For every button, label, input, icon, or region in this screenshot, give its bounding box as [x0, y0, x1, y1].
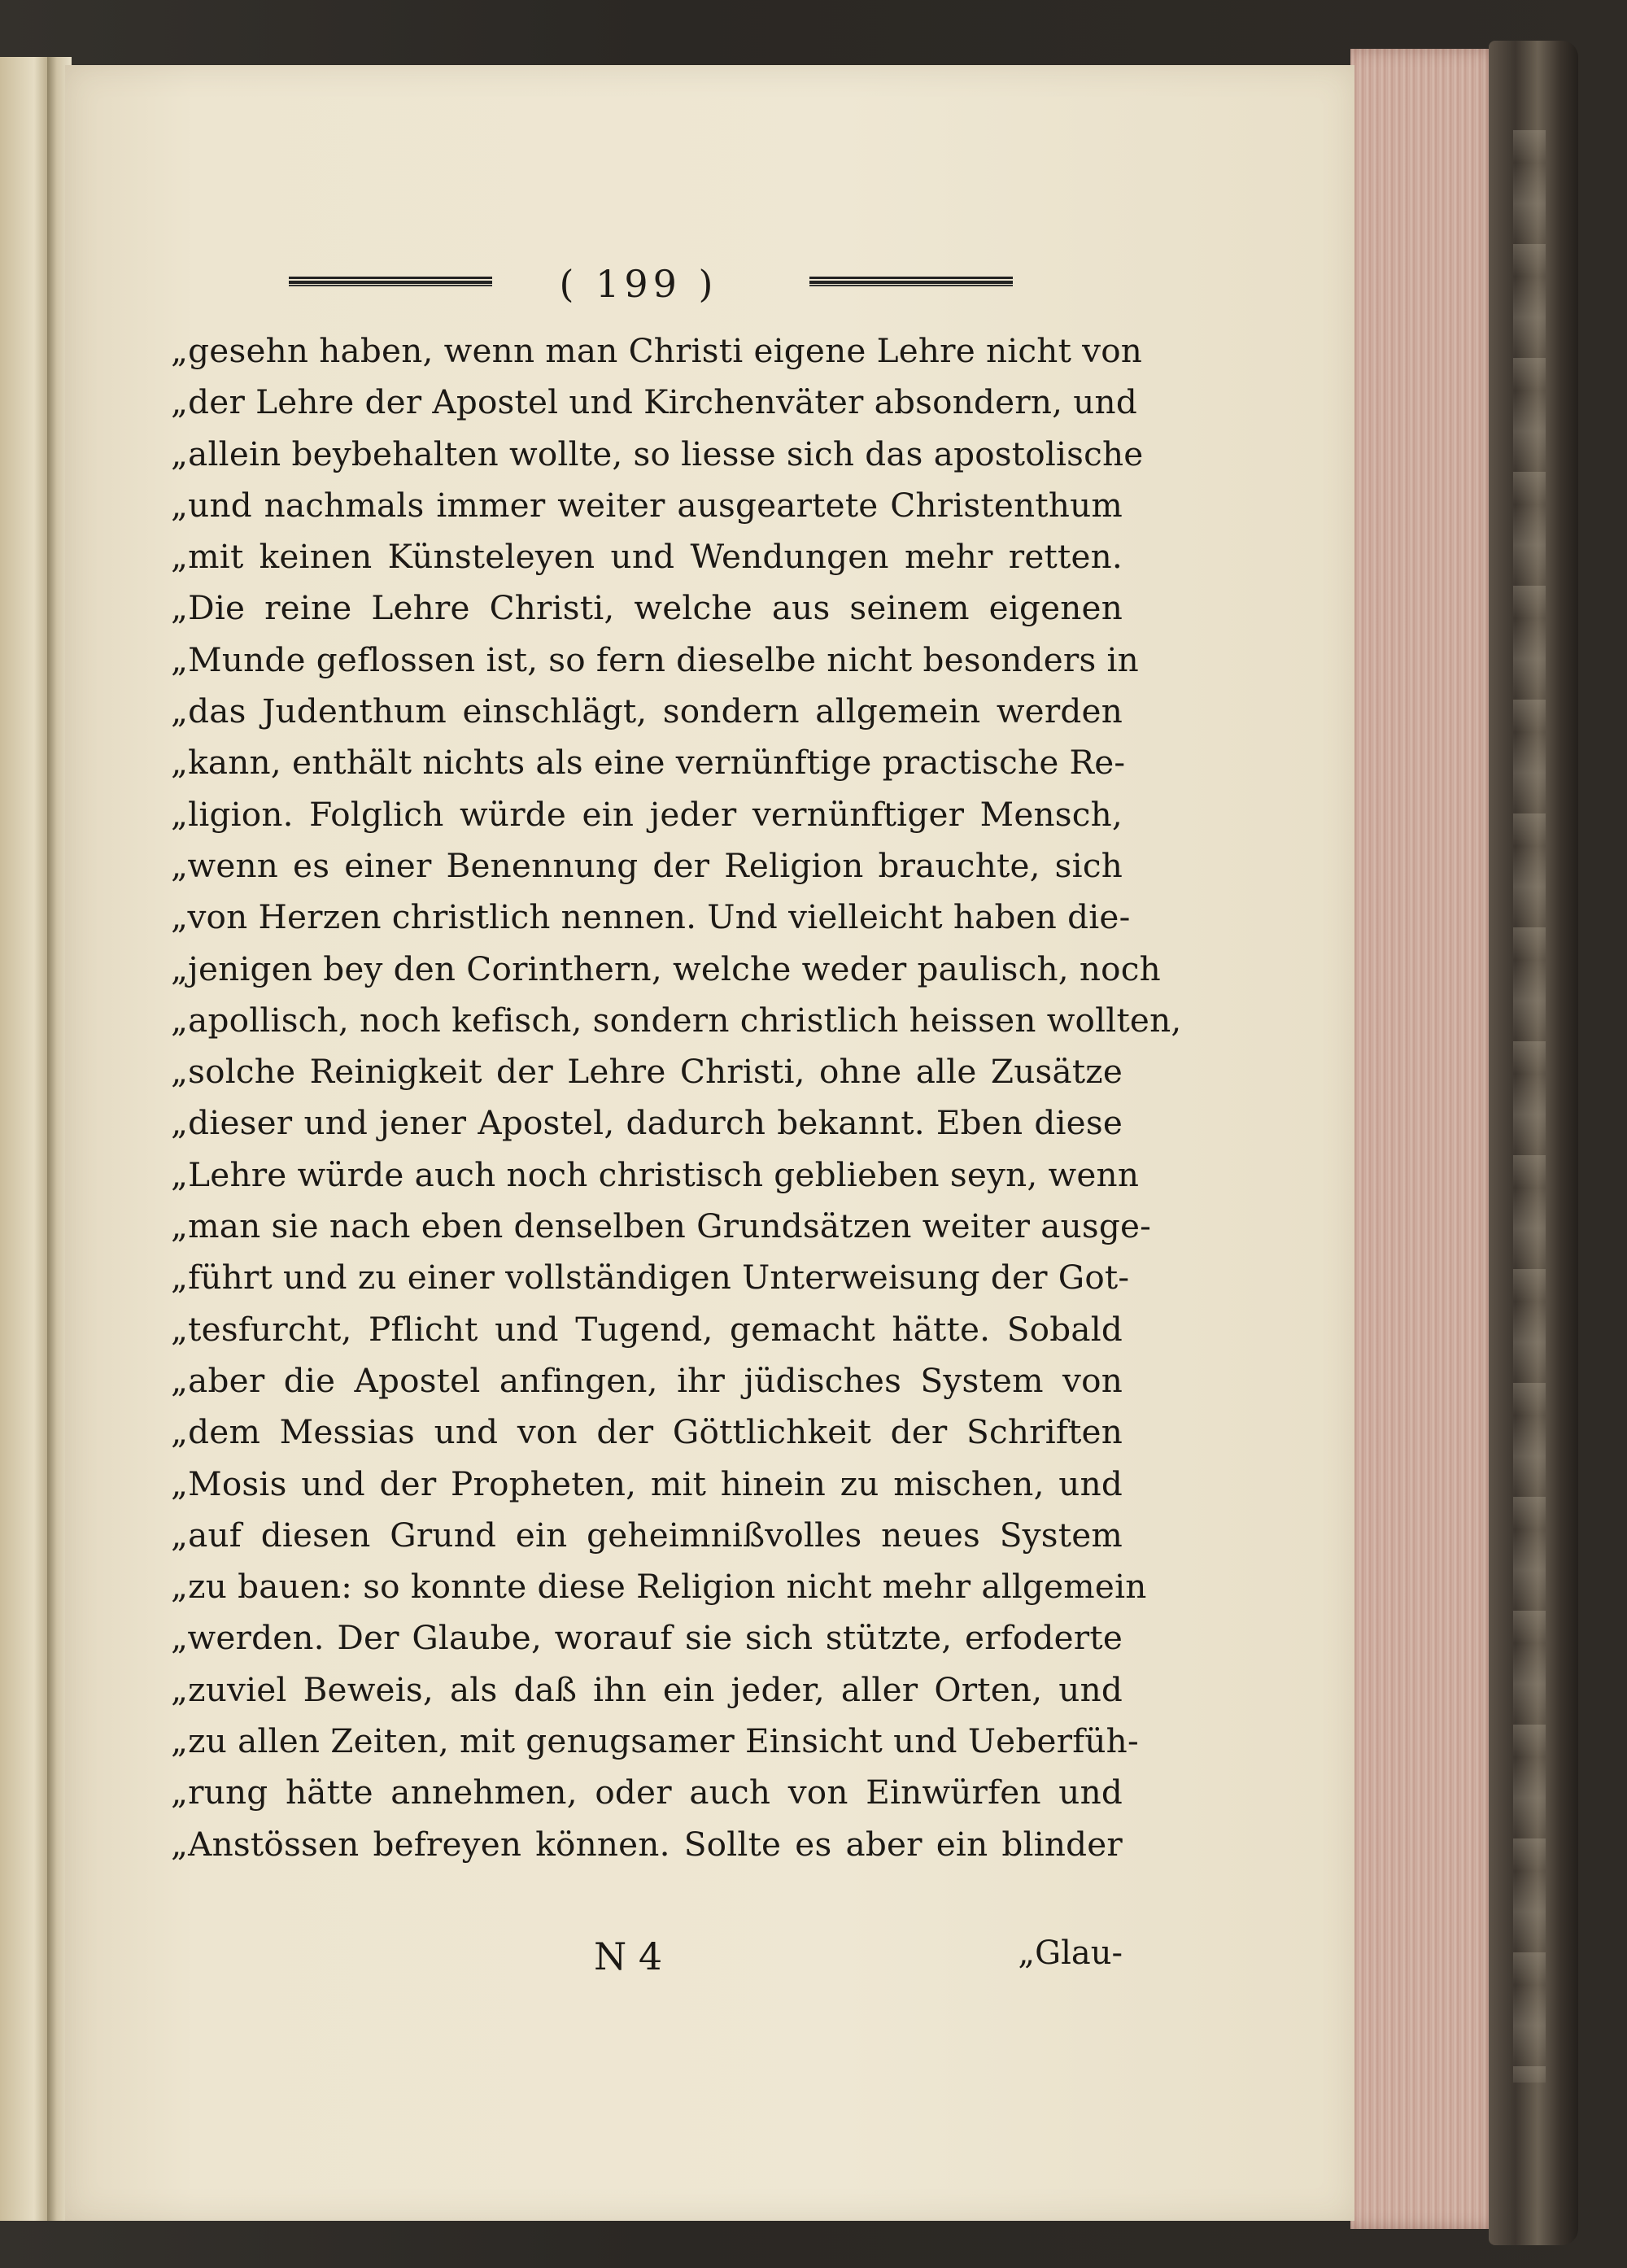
text-line: „auf diesen Grund ein geheimnißvolles neues System: [171, 1515, 1123, 1555]
text-line: „rung hätte annehmen, oder auch von Einwürfen und: [171, 1773, 1123, 1812]
text-line: „zu allen Zeiten, mit genugsamer Einsicht und Ueberfüh-: [171, 1721, 1139, 1761]
page-footer: [171, 1934, 1123, 1991]
text-line: „solche Reinigkeit der Lehre Christi, ohne alle Zusätze: [171, 1052, 1123, 1092]
text-line: „gesehn haben, wenn man Christi eigene Lehre nicht von: [171, 331, 1143, 370]
text-line: „ligion. Folglich würde ein jeder vernünftiger Mensch,: [171, 794, 1123, 834]
text-line: „der Lehre der Apostel und Kirchenväter absondern, und: [171, 382, 1137, 422]
text-line: „jenigen bey den Corinthern, welche weder paulisch, noch: [171, 949, 1161, 988]
text-line: „werden. Der Glaube, worauf sie sich stützte, erfoderte: [171, 1618, 1123, 1658]
text-line: „mit keinen Künsteleyen und Wendungen mehr retten.: [171, 537, 1123, 577]
catchword: „Glau-: [1018, 1934, 1123, 1972]
text-line: „und nachmals immer weiter ausgeartete Christenthum: [171, 485, 1123, 525]
text-line: „tesfurcht, Pflicht und Tugend, gemacht hätte. Sobald: [171, 1309, 1123, 1349]
text-line: „Die reine Lehre Christi, welche aus seinem eigenen: [171, 588, 1123, 628]
text-line: „allein beybehalten wollte, so liesse sich das apostolische: [171, 434, 1144, 473]
text-line: „Anstössen befreyen können. Sollte es aber ein blinder: [171, 1824, 1123, 1864]
text-line: „Lehre würde auch noch christisch geblieben seyn, wenn: [171, 1154, 1140, 1194]
page-header: [289, 262, 988, 311]
text-line: „das Judenthum einschlägt, sondern allgemein werden: [171, 691, 1123, 731]
text-line: „wenn es einer Benennung der Religion brauchte, sich: [171, 845, 1123, 885]
body-text: [171, 325, 1182, 1870]
text-line: „kann, enthält nichts als eine vernünftige practische Re-: [171, 743, 1126, 783]
text-line: „dem Messias und von der Göttlichkeit der Schriften: [171, 1412, 1123, 1452]
text-line: „zuviel Beweis, als daß ihn ein jeder, aller Orten, und: [171, 1669, 1123, 1709]
text-line: „Mosis und der Propheten, mit hinein zu mischen, und: [171, 1463, 1123, 1503]
text-line: „dieser und jener Apostel, dadurch bekannt. Eben diese: [171, 1103, 1123, 1143]
header-rule-right: [809, 277, 1013, 286]
text-line: „Munde geflossen ist, so fern dieselbe nicht besonders in: [171, 639, 1139, 679]
previous-page-edge: [0, 57, 50, 2221]
text-line: „führt und zu einer vollständigen Unterweisung der Got-: [171, 1258, 1130, 1298]
signature-mark: N 4: [594, 1934, 663, 1978]
text-line: „zu bauen: so konnte diese Religion nicht mehr allgemein: [171, 1567, 1147, 1607]
text-line: „aber die Apostel anfingen, ihr jüdisches System von: [171, 1360, 1123, 1400]
page-edges: [1350, 49, 1501, 2229]
text-line: „von Herzen christlich nennen. Und vielleicht haben die-: [171, 897, 1131, 937]
text-line: „apollisch, noch kefisch, sondern christlich heissen wollten,: [171, 1000, 1182, 1040]
page-number: ( 199 ): [559, 262, 718, 306]
cover-wear: [1513, 130, 1546, 2083]
text-line: „man sie nach eben denselben Grundsätzen weiter ausge-: [171, 1206, 1152, 1246]
